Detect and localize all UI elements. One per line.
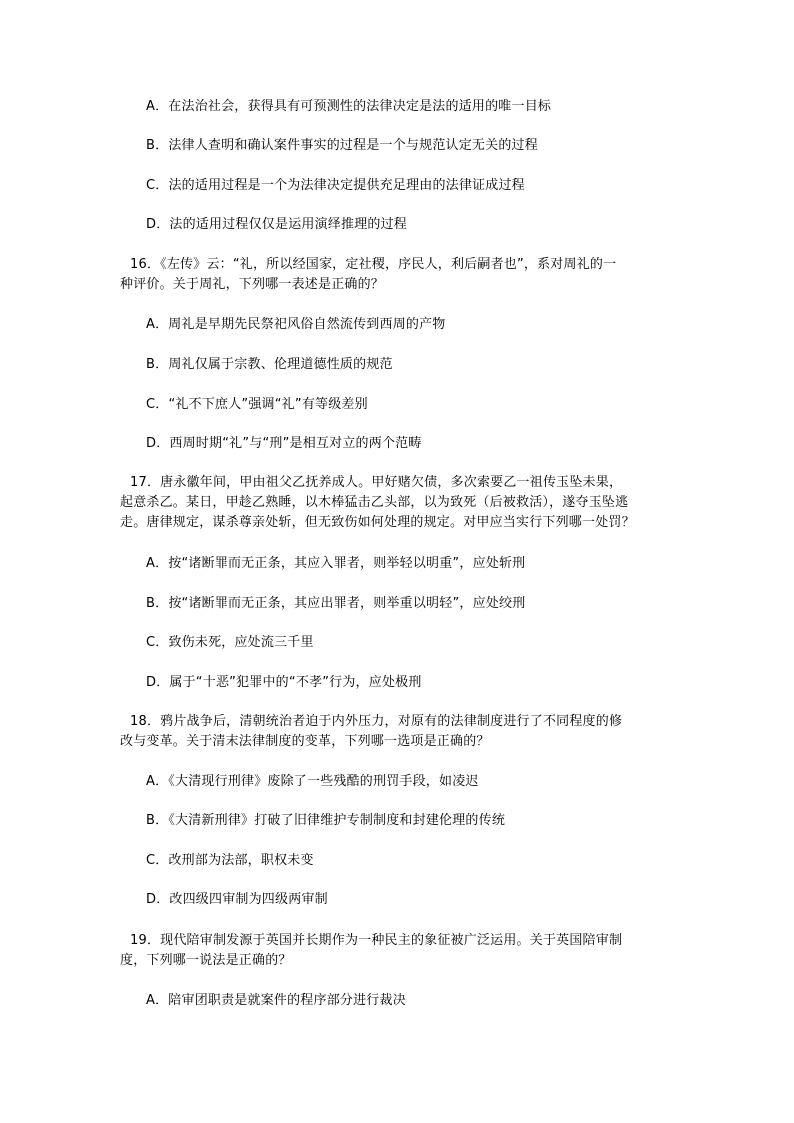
q18-option-c: C．改刑部为法部，职权未变 — [146, 853, 314, 868]
q17-option-b: B．按“诸断罪而无正条，其应出罪者，则举重以明轻”，应处绞刑 — [146, 596, 526, 611]
q17-stem-line-3: 走。唐律规定，谋杀尊亲处斩，但无致伤如何处理的规定。对甲应当实行下列哪一处罚？ — [120, 515, 635, 530]
q15-option-c: C．法的适用过程是一个为法律决定提供充足理由的法律证成过程 — [146, 178, 525, 193]
q15-option-b: B．法律人查明和确认案件事实的过程是一个与规范认定无关的过程 — [146, 138, 538, 153]
q17-stem-line-2: 起意杀乙。某日，甲趁乙熟睡，以木棒猛击乙头部，以为致死（后被救活），遂夺玉坠逃 — [120, 495, 629, 510]
q18-stem-line-2: 改与变革。关于清末法律制度的变革，下列哪一选项是正确的？ — [120, 734, 490, 749]
q19-stem-line-1: 19．现代陪审制发源于英国并长期作为一种民主的象征被广泛运用。关于英国陪审制 — [130, 933, 623, 948]
q15-option-a: A．在法治社会，获得具有可预测性的法律决定是法的适用的唯一目标 — [146, 99, 552, 114]
q16-stem-line-2: 种评价。关于周礼，下列哪一表述是正确的？ — [120, 277, 385, 292]
q16-stem-line-1: 16．《左传》云：“礼，所以经国家，定社稷，序民人，利后嗣者也”，系对周礼的一 — [130, 257, 617, 272]
q15-option-d: D．法的适用过程仅仅是运用演绎推理的过程 — [146, 217, 408, 232]
q16-option-c: C．“礼不下庶人”强调“礼”有等级差别 — [146, 397, 368, 412]
q18-option-d: D．改四级四审制为四级两审制 — [146, 892, 328, 907]
q17-option-c: C．致伤未死，应处流三千里 — [146, 635, 314, 650]
q17-stem-line-1: 17．唐永徽年间，甲由祖父乙抚养成人。甲好赌欠债，多次索要乙一祖传玉坠未果， — [130, 475, 623, 490]
q16-option-b: B．周礼仅属于宗教、伦理道德性质的规范 — [146, 357, 393, 372]
q16-option-d: D．西周时期“礼”与“刑”是相互对立的两个范畴 — [146, 436, 422, 451]
q18-option-b: B．《大清新刑律》打破了旧律维护专制制度和封建伦理的传统 — [146, 813, 506, 828]
q18-stem-line-1: 18．鸦片战争后，清朝统治者迫于内外压力，对原有的法律制度进行了不同程度的修 — [130, 714, 623, 729]
q18-option-a: A．《大清现行刑律》废除了一些残酷的刑罚手段，如凌迟 — [146, 774, 479, 789]
q19-stem-line-2: 度，下列哪一说法是正确的？ — [120, 953, 292, 968]
q16-option-a: A．周礼是早期先民祭祀风俗自然流传到西周的产物 — [146, 317, 446, 332]
q17-option-a: A．按“诸断罪而无正条，其应入罪者，则举轻以明重”，应处斩刑 — [146, 556, 526, 571]
q19-option-a: A．陪审团职责是就案件的程序部分进行裁决 — [146, 993, 406, 1008]
q17-option-d: D．属于“十恶”犯罪中的“不孝”行为，应处极刑 — [146, 675, 422, 690]
